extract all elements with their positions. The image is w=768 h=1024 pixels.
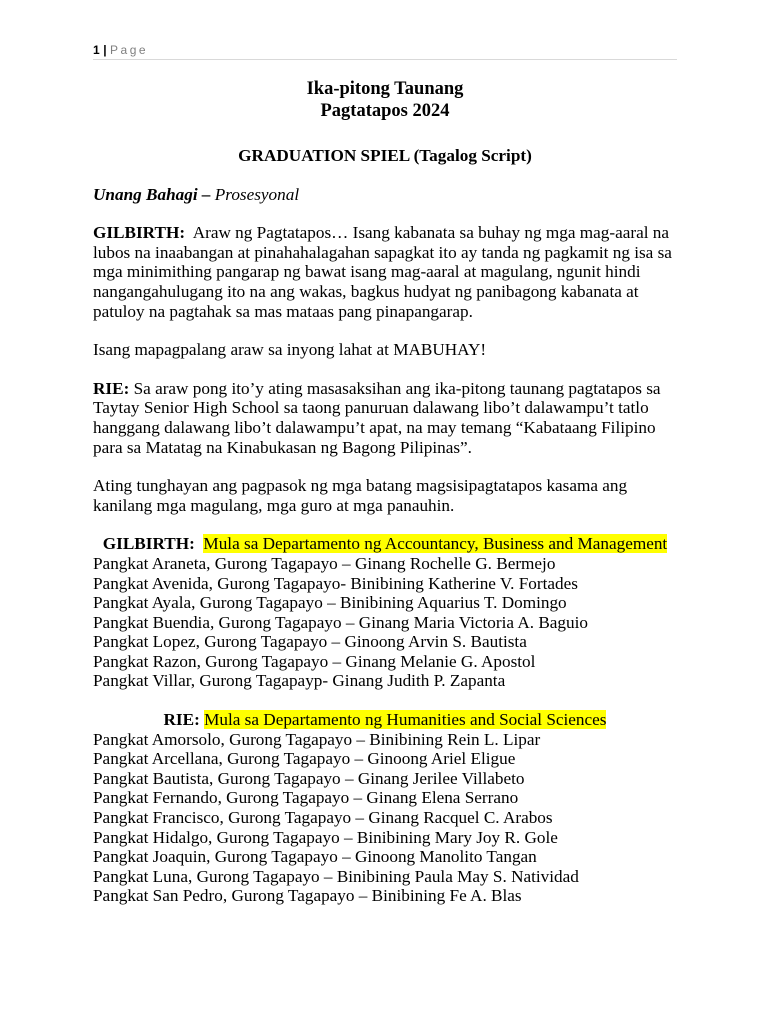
page-header bbox=[93, 43, 677, 60]
paragraph-greeting: Isang mapagpalang araw sa inyong lahat at MABUHAY! bbox=[93, 340, 487, 360]
speaker-label: RIE: bbox=[163, 710, 200, 730]
page-number: 1 bbox=[93, 43, 101, 57]
list-item: Pangkat Fernando, Gurong Tagapayo – Ginang Elena Serrano bbox=[93, 788, 519, 808]
part-heading bbox=[93, 185, 677, 205]
list-item: Pangkat Araneta, Gurong Tagapayo – Ginang Rochelle G. Bermejo bbox=[93, 553, 556, 573]
list-item: Pangkat Razon, Gurong Tagapayo – Ginang Melanie G. Apostol bbox=[93, 651, 536, 671]
highlighted-department: Mula sa Departamento ng Humanities and Social Sciences bbox=[204, 710, 607, 730]
paragraph-text: Sa araw pong ito’y ating masasaksihan ang ika-pitong taunang pagtatapos sa Taytay Senior High School sa taong panuruan dalawang libo’t dalawampu’t tatlo hanggang dalawang libo’t dalawampu’t apat, na may temang “Kabataang Filipino para sa Matatag na Kinabukasan ng Bagong Pilipinas”. bbox=[93, 378, 661, 457]
list-item: Pangkat Avenida, Gurong Tagapayo- Binibining Katherine V. Fortades bbox=[93, 573, 578, 593]
paragraph-gilbirth-intro bbox=[93, 223, 677, 321]
list-item: Pangkat Hidalgo, Gurong Tagapayo – Binibining Mary Joy R. Gole bbox=[93, 827, 558, 847]
document-body bbox=[93, 78, 677, 906]
list-item: Pangkat Lopez, Gurong Tagapayo – Ginoong Arvin S. Bautista bbox=[93, 632, 527, 652]
speaker-label: GILBIRTH: bbox=[102, 534, 195, 554]
section-heading-humss bbox=[93, 710, 677, 730]
part-name: Prosesyonal bbox=[214, 184, 300, 204]
speaker-label: RIE: bbox=[93, 378, 130, 398]
list-item: Pangkat Luna, Gurong Tagapayo – Binibining Paula May S. Natividad bbox=[93, 866, 579, 886]
list-item: Pangkat Villar, Gurong Tagapayp- Ginang Judith P. Zapanta bbox=[93, 671, 506, 691]
title-line-1: Ika-pitong Taunang bbox=[306, 79, 464, 99]
highlighted-department: Mula sa Departamento ng Accountancy, Business and Management bbox=[203, 534, 668, 554]
part-label: Unang Bahagi – bbox=[93, 184, 211, 204]
list-item: Pangkat Arcellana, Gurong Tagapayo – Ginoong Ariel Eligue bbox=[93, 749, 516, 769]
document-title bbox=[93, 78, 677, 122]
spiel-heading: GRADUATION SPIEL (Tagalog Script) bbox=[238, 146, 532, 165]
list-item: Pangkat Ayala, Gurong Tagapayo – Binibining Aquarius T. Domingo bbox=[93, 593, 567, 613]
page-label: Page bbox=[110, 43, 149, 57]
list-item: Pangkat Joaquin, Gurong Tagapayo – Ginoong Manolito Tangan bbox=[93, 847, 537, 867]
paragraph-procession: Ating tunghayan ang pagpasok ng mga batang magsisipagtatapos kasama ang kanilang mga magulang, mga guro at mga panauhin. bbox=[93, 476, 628, 515]
speaker-label: GILBIRTH: bbox=[93, 223, 186, 243]
paragraph-text: Araw ng Pagtatapos… Isang kabanata sa buhay ng mga mag-aaral na lubos na inaabangan at pinahahalagahan sapagkat ito ay tanda ng pagkamit ng isa sa mga minimithing pangarap ng bawat isang mag-aaral at magulang, ngunit hindi nangangahulugang ito na ang wakas, bagkus hudyat ng panibagong kabanata at patuloy na pagtahak sa mas mataas pang pinapangarap. bbox=[93, 223, 672, 321]
section-list-abm bbox=[93, 554, 677, 691]
paragraph-rie-intro bbox=[93, 379, 677, 457]
title-line-2: Pagtatapos 2024 bbox=[320, 101, 450, 121]
list-item: Pangkat San Pedro, Gurong Tagapayo – Binibining Fe A. Blas bbox=[93, 886, 522, 906]
list-item: Pangkat Amorsolo, Gurong Tagapayo – Binibining Rein L. Lipar bbox=[93, 729, 541, 749]
section-list-humss bbox=[93, 730, 677, 906]
list-item: Pangkat Francisco, Gurong Tagapayo – Ginang Racquel C. Arabos bbox=[93, 808, 553, 828]
list-item: Pangkat Buendia, Gurong Tagapayo – Ginang Maria Victoria A. Baguio bbox=[93, 612, 588, 632]
page-separator: | bbox=[103, 43, 108, 57]
list-item: Pangkat Bautista, Gurong Tagapayo – Ginang Jerilee Villabeto bbox=[93, 768, 525, 788]
section-heading-abm bbox=[93, 534, 677, 554]
